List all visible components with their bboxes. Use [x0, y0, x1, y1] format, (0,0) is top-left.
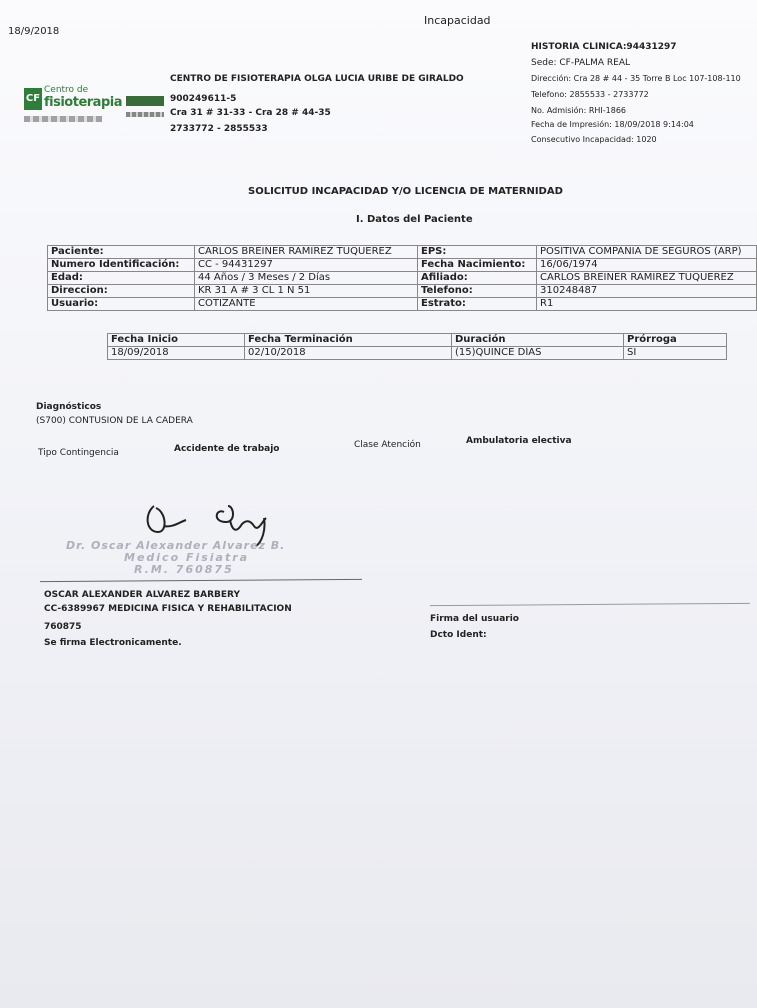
clinic-logo: CF Centro de fisioterapia	[24, 86, 104, 126]
value-eps: POSITIVA COMPAÑIA DE SEGUROS (ARP)	[537, 246, 757, 259]
label-usuario: Usuario:	[48, 298, 195, 311]
value-direccion: KR 31 A # 3 CL 1 N 51	[195, 285, 418, 298]
value-paciente: CARLOS BREINER RAMIREZ TUQUEREZ	[195, 246, 418, 259]
record-address: Dirección: Cra 28 # 44 - 35 Torre B Loc 107-108-110	[531, 74, 741, 83]
value-duracion: (15)QUINCE DÍAS	[452, 347, 624, 360]
value-nacimiento: 16/06/1974	[537, 259, 757, 272]
patient-table	[47, 245, 757, 311]
doctor-rm: 760875	[44, 622, 82, 632]
value-edad: 44 Años / 3 Meses / 2 Días	[195, 272, 418, 285]
value-telefono: 310248487	[537, 285, 757, 298]
label-direccion: Direccion:	[48, 285, 195, 298]
secondary-logo	[126, 90, 166, 126]
doctor-id-specialty: CC-6389967 MEDICINA FISICA Y REHABILITACION	[44, 604, 292, 614]
doctor-name: OSCAR ALEXANDER ALVAREZ BARBERY	[44, 590, 240, 600]
label-estrato: Estrato:	[418, 298, 537, 311]
attention-class-value: Ambulatoria electiva	[466, 436, 572, 446]
value-estrato: R1	[537, 298, 757, 311]
value-fecha-inicio: 18/09/2018	[108, 347, 245, 360]
value-id: CC - 94431297	[195, 259, 418, 272]
label-id: Numero Identificación:	[48, 259, 195, 272]
user-id-label: Dcto Ident:	[430, 630, 487, 640]
diagnosis-label: Diagnósticos	[36, 402, 102, 412]
electronic-signature-note: Se firma Electronicamente.	[44, 638, 182, 648]
clinic-name: CENTRO DE FISIOTERAPIA OLGA LUCIA URIBE DE GIRALDO	[170, 74, 464, 84]
label-duracion: Duración	[452, 334, 624, 347]
label-edad: Edad:	[48, 272, 195, 285]
record-phone: Telefono: 2855533 - 2733772	[531, 90, 649, 99]
table-row	[48, 272, 757, 285]
print-timestamp: Fecha de Impresión: 18/09/2018 9:14:04	[531, 120, 694, 129]
clinic-nit: 900249611-5	[170, 94, 237, 104]
label-fecha-inicio: Fecha Inicio	[108, 334, 245, 347]
document-header-title: Incapacidad	[424, 14, 491, 27]
user-signature-line	[430, 603, 750, 606]
label-afiliado: Afiliado:	[418, 272, 537, 285]
doctor-stamp: Dr. Oscar Alexander Alvarez B. Medico Fisiatra R.M. 760875	[66, 539, 286, 576]
main-title: SOLICITUD INCAPACIDAD Y/O LICENCIA DE MATERNIDAD	[248, 186, 563, 197]
contingency-type-value: Accidente de trabajo	[174, 444, 280, 454]
table-row	[48, 259, 757, 272]
table-row	[48, 285, 757, 298]
label-paciente: Paciente:	[48, 246, 195, 259]
sede: Sede: CF-PALMA REAL	[531, 58, 631, 68]
value-fecha-terminacion: 02/10/2018	[245, 347, 452, 360]
period-table	[107, 333, 727, 360]
diagnosis-value: (S700) CONTUSION DE LA CADERA	[36, 416, 193, 426]
label-nacimiento: Fecha Nacimiento:	[418, 259, 537, 272]
section-title: I. Datos del Paciente	[356, 214, 473, 225]
label-telefono: Telefono:	[418, 285, 537, 298]
table-row	[48, 246, 757, 259]
clinic-phones: 2733772 - 2855533	[170, 124, 268, 134]
value-afiliado: CARLOS BREINER RAMIREZ TUQUEREZ	[537, 272, 757, 285]
label-prorroga: Prórroga	[624, 334, 727, 347]
attention-class-label: Clase Atención	[354, 440, 421, 450]
user-signature-label: Firma del usuario	[430, 614, 519, 624]
table-row	[108, 334, 727, 347]
contingency-type-label: Tipo Contingencia	[38, 448, 119, 458]
clinic-address: Cra 31 # 31-33 - Cra 28 # 44-35	[170, 108, 331, 118]
label-fecha-terminacion: Fecha Terminación	[245, 334, 452, 347]
value-prorroga: SI	[624, 347, 727, 360]
value-usuario: COTIZANTE	[195, 298, 418, 311]
historia-clinica: HISTORIA CLINICA:94431297	[531, 42, 677, 52]
table-row	[48, 298, 757, 311]
consecutive-number: Consecutivo Incapacidad: 1020	[531, 135, 657, 144]
admission-number: No. Admisión: RHI-1866	[531, 106, 627, 115]
doctor-signature-line	[40, 579, 362, 582]
label-eps: EPS:	[418, 246, 537, 259]
table-row	[108, 347, 727, 360]
print-date: 18/9/2018	[8, 26, 60, 37]
